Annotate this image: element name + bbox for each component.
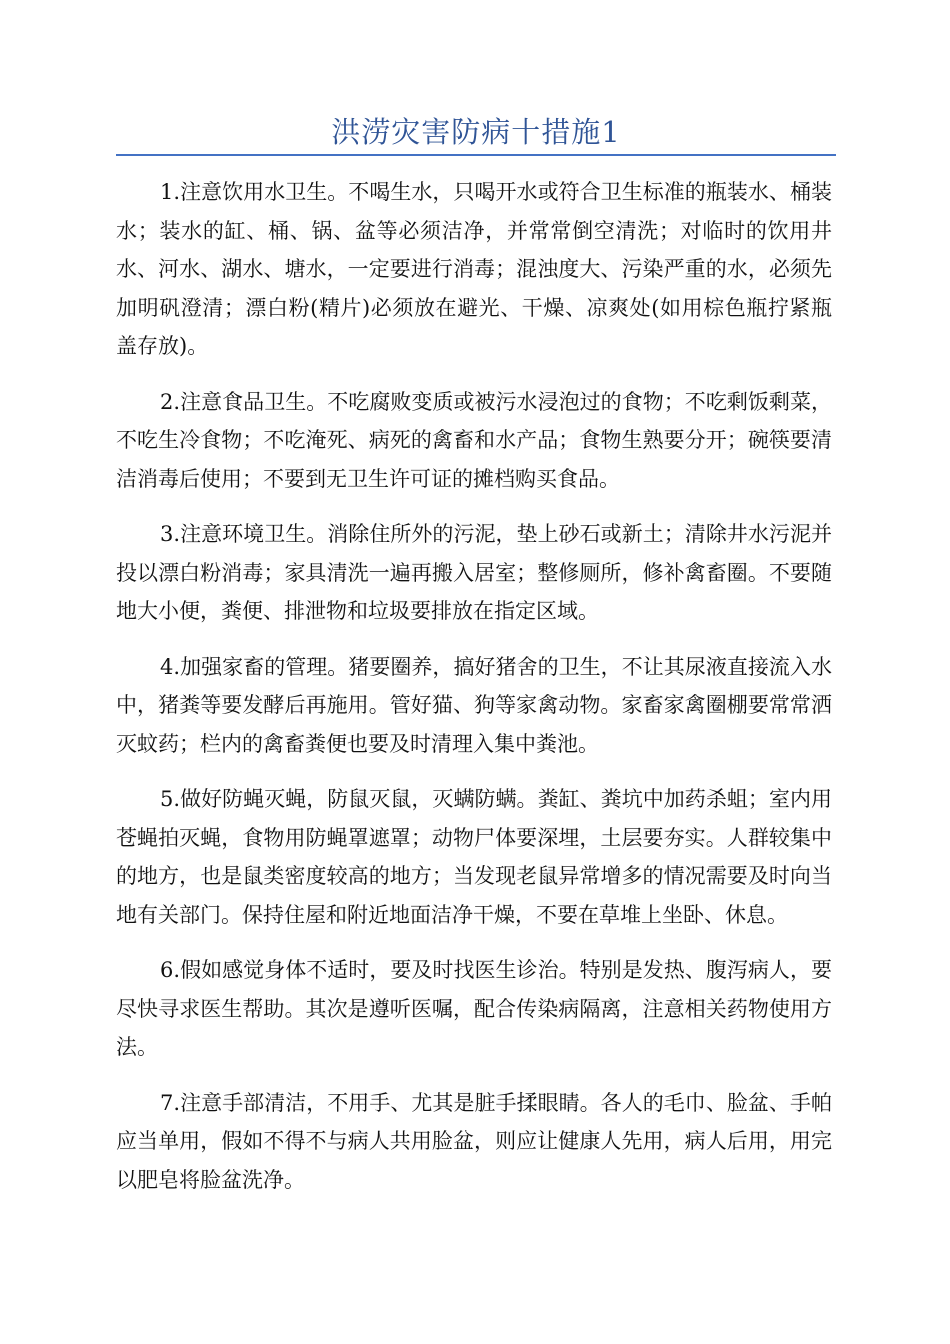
- paragraph-3: 3.注意环境卫生。消除住所外的污泥，垫上砂石或新土；清除井水污泥并投以漂白粉消毒；家具清洗一遍再搬入居室；整修厕所，修补禽畜圈。不要随地大小便，粪便、排泄物和垃圾要排放在指定区域。: [116, 522, 832, 623]
- paragraph-5: 5.做好防蝇灭蝇，防鼠灭鼠，灭螨防螨。粪缸、粪坑中加药杀蛆；室内用苍蝇拍灭蝇，食物用防蝇罩遮罩；动物尸体要深埋，土层要夯实。人群较集中的地方，也是鼠类密度较高的地方；当发现老鼠异常增多的情况需要及时向当地有关部门。保持住屋和附近地面洁净干燥，不要在草堆上坐卧、休息。: [116, 787, 832, 927]
- paragraph-1: 1.注意饮用水卫生。不喝生水，只喝开水或符合卫生标准的瓶装水、桶装水；装水的缸、桶、锅、盆等必须洁净，并常常倒空清洗；对临时的饮用井水、河水、湖水、塘水，一定要进行消毒；混浊度大、污染严重的水，必须先加明矾澄清；漂白粉(精片)必须放在避光、干燥、凉爽处(如用棕色瓶拧紧瓶盖存放)。: [116, 180, 832, 358]
- document-body: [116, 173, 832, 1216]
- document-title: 洪涝灾害防病十措施1: [331, 115, 621, 149]
- paragraph-4: 4.加强家畜的管理。猪要圈养，搞好猪舍的卫生，不让其尿液直接流入水中，猪粪等要发酵后再施用。管好猫、狗等家禽动物。家畜家禽圈棚要常常洒灭蚊药；栏内的禽畜粪便也要及时清理入集中粪池。: [116, 654, 832, 756]
- paragraph-2: 2.注意食品卫生。不吃腐败变质或被污水浸泡过的食物；不吃剩饭剩菜，不吃生冷食物；不吃淹死、病死的禽畜和水产品；食物生熟要分开；碗筷要清洁消毒后使用；不要到无卫生许可证的摊档购买食品。: [116, 389, 832, 491]
- title-underline: [116, 154, 836, 156]
- paragraph-6: 6.假如感觉身体不适时，要及时找医生诊治。特别是发热、腹泻病人，要尽快寻求医生帮助。其次是遵听医嘱，配合传染病隔离，注意相关药物使用方法。: [116, 958, 832, 1059]
- paragraph-7: 7.注意手部清洁，不用手、尤其是脏手揉眼睛。各人的毛巾、脸盆、手帕应当单用，假如不得不与病人共用脸盆，则应让健康人先用，病人后用，用完以肥皂将脸盆洗净。: [116, 1090, 832, 1192]
